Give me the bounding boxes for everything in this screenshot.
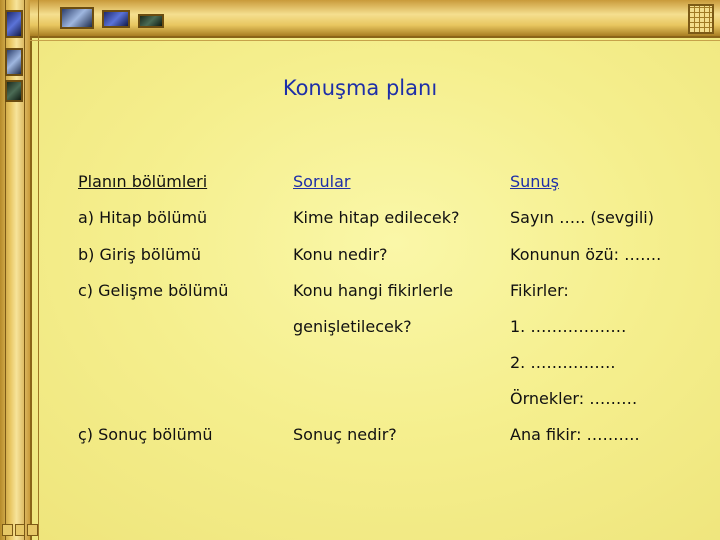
- row-presentation: 2. …………….: [510, 353, 616, 372]
- header-sections: Planın bölümleri: [78, 172, 208, 191]
- left-border-tile-1: [5, 10, 23, 38]
- slide-title: Konuşma planı: [282, 76, 438, 100]
- table-row: [0, 245, 720, 269]
- row-section: a) Hitap bölümü: [78, 208, 208, 227]
- row-section: b) Giriş bölümü: [78, 245, 202, 264]
- bottom-left-ornament: [2, 524, 38, 536]
- row-question: genişletilecek?: [293, 317, 412, 336]
- table-row: [0, 425, 720, 449]
- celtic-knot-ornament: [688, 4, 714, 34]
- table-row: [0, 281, 720, 305]
- inner-border-line-horizontal: [30, 40, 720, 41]
- table-row: [0, 389, 720, 413]
- row-presentation: Ana fikir: ……….: [510, 425, 640, 444]
- top-border-tile-3: [138, 14, 164, 28]
- header-presentation: Sunuş: [510, 172, 559, 191]
- table-row: [0, 353, 720, 377]
- row-presentation: Konunun özü: …….: [510, 245, 662, 264]
- row-question: Kime hitap edilecek?: [293, 208, 460, 227]
- row-section: ç) Sonuç bölümü: [78, 425, 213, 444]
- table-row: [0, 317, 720, 341]
- row-presentation: Sayın ….. (sevgili): [510, 208, 654, 227]
- row-question: Sonuç nedir?: [293, 425, 397, 444]
- row-presentation: Fikirler:: [510, 281, 569, 300]
- row-question: Konu nedir?: [293, 245, 388, 264]
- header-questions: Sorular: [293, 172, 351, 191]
- row-question: Konu hangi fikirlerle: [293, 281, 454, 300]
- row-section: c) Gelişme bölümü: [78, 281, 229, 300]
- row-presentation: Örnekler: ………: [510, 389, 638, 408]
- table-row: [0, 208, 720, 232]
- top-border-tile-1: [60, 7, 94, 29]
- table-header-row: [0, 172, 720, 196]
- top-ornate-border: [30, 0, 720, 38]
- row-presentation: 1. ………………: [510, 317, 627, 336]
- top-border-tile-2: [102, 10, 130, 28]
- left-border-tile-2: [5, 48, 23, 76]
